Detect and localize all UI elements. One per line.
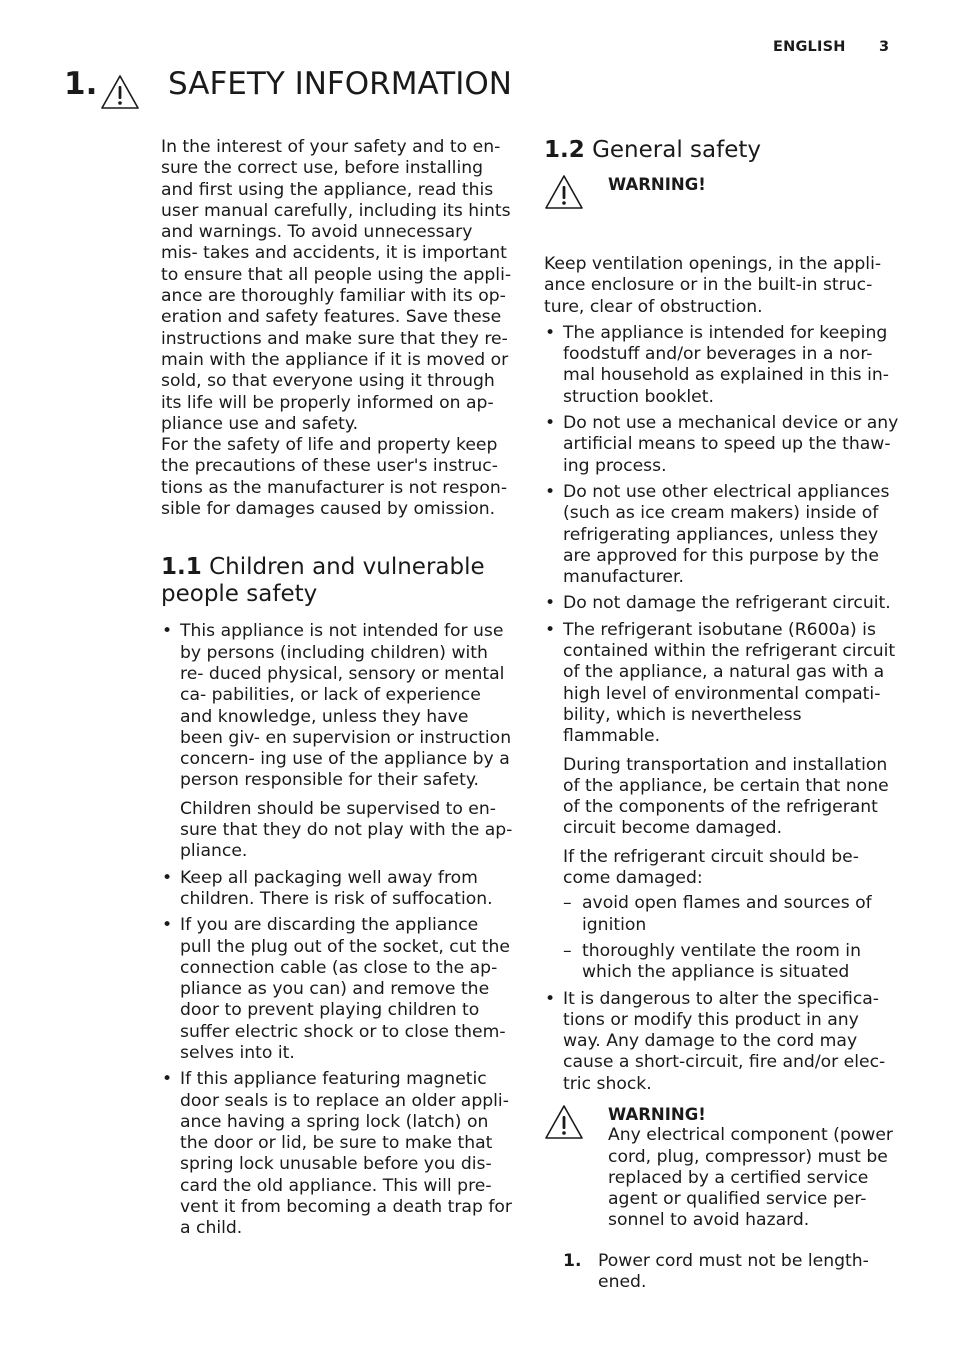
list-item-text: • It is dangerous to alter the specifica- tions or modify this product in any way. Any damage to the cord may cause a short-circuit, fire and/or elec- tric shock. <box>563 988 886 1094</box>
list-item-text: During transportation and installation of the appliance, be certain that none of the components of the refrigerant circuit become damaged. <box>563 754 889 839</box>
ventilation-text: Keep ventilation openings, in the appli- ance enclosure or in the built-in struc- ture, clear of obstruction. <box>544 254 882 317</box>
dash-list <box>563 893 900 983</box>
warning-title: WARNING! <box>608 175 706 194</box>
list-item <box>544 593 900 614</box>
section-number: 1.1 <box>161 554 202 581</box>
section-title: Children and vulnerable people safety <box>161 554 485 608</box>
list-item <box>161 915 513 1064</box>
list-item-text: If the refrigerant circuit should be- come damaged: <box>563 846 859 889</box>
item-number: 1. <box>563 1250 582 1271</box>
list-item-text: • Do not damage the refrigerant circuit. <box>563 593 891 614</box>
item-text: Power cord must not be length- ened. <box>598 1250 869 1293</box>
warning-title: WARNING! <box>608 1104 706 1124</box>
section-title: General safety <box>592 137 761 163</box>
list-item-text: • Keep all packaging well away from children. There is risk of suffocation. <box>180 867 493 909</box>
list-item <box>544 620 900 984</box>
list-item-text: • Do not use a mechanical device or any artificial means to speed up the thaw- ing process. <box>563 413 899 476</box>
warning-box <box>544 174 900 234</box>
list-item-text: • Do not use other electrical appliances (such as ice cream makers) inside of refrigerating appliances, unless they are approved for this purpose by the manufacturer. <box>563 481 890 588</box>
warning-triangle-icon <box>544 1104 584 1140</box>
general-safety-list <box>544 323 900 1095</box>
warning-box <box>544 1104 900 1232</box>
intro-text <box>161 137 513 520</box>
intro-paragraph: For the safety of life and property keep the precautions of these user's instruc- tions as the manufacturer is not respon- sible for damages caused by omission. <box>161 435 508 520</box>
section-heading-general <box>544 137 900 164</box>
warning-triangle-icon <box>544 174 584 210</box>
warning-triangle-icon <box>100 74 140 110</box>
list-item <box>544 482 900 588</box>
numbered-item <box>544 1251 900 1294</box>
list-item-text: • The refrigerant isobutane (R600a) is contained within the refrigerant circuit of the appliance, a natural gas with a high level of environmental compati- bility, which is nevertheless flammable. <box>563 619 896 747</box>
list-item <box>544 413 900 477</box>
chapter-title: SAFETY INFORMATION <box>168 66 512 102</box>
page-number: 3 <box>879 39 890 55</box>
chapter-number: 1. <box>64 66 98 102</box>
section-heading-children <box>161 554 513 608</box>
list-item-text: • If you are discarding the appliance pull the plug out of the socket, cut the connection cable (as close to the ap- pliance as you can) and remove the door to prevent playing children to suffer electric shock or to close them- selves into it. <box>180 915 511 1063</box>
left-column <box>161 137 513 1245</box>
dash-item: – thoroughly ventilate the room in which the appliance is situated <box>563 941 900 984</box>
list-item <box>161 1069 513 1239</box>
numbered-list <box>544 1251 900 1294</box>
intro-paragraph: In the interest of your safety and to en- sure the correct use, before installing and first using the appliance, read this user manual carefully, including its hints and warnings. To avoid unnecessary mis- takes and accidents, it is important to ensure that all people using the appli- ance are thoroughly familiar with its op- eration and safety features. Save these instructions and make sure that they re- main with the appliance if it is moved or sold, so that everyone using it through its life will be properly informed on ap- pliance use and safety. <box>161 137 512 434</box>
list-item <box>161 868 513 911</box>
list-item <box>544 323 900 408</box>
header-language: ENGLISH <box>773 39 846 55</box>
list-item-text: • If this appliance featuring magnetic door seals is to replace an older appli- ance having a spring lock (latch) on the door or lid, be sure to make that spring lock unusable before you dis- card the old appliance. This will pre- vent it from becoming a death trap for a child. <box>180 1069 512 1239</box>
list-item <box>544 989 900 1095</box>
section-number: 1.2 <box>544 137 585 163</box>
children-safety-list <box>161 621 513 1239</box>
warning-text: Any electrical component (power cord, plug, compressor) must be replaced by a certified service agent or qualified service per- sonnel to avoid hazard. <box>608 1125 893 1231</box>
list-item-text: • This appliance is not intended for use by persons (including children) with re- duced physical, sensory or mental ca- pabilities, or lack of experience and knowledge, unless they have been giv- en supervision or instruction concern- ing use of the appliance by a person responsible for their safety. <box>180 621 512 791</box>
right-column <box>544 137 900 1293</box>
dash-item: – avoid open flames and sources of ignition <box>563 893 900 936</box>
list-item-text: Children should be supervised to en- sure that they do not play with the ap- pliance. <box>180 798 513 862</box>
list-item <box>161 621 513 862</box>
list-item-text: • The appliance is intended for keeping foodstuff and/or beverages in a nor- mal household as explained in this in- struction booklet. <box>563 322 889 407</box>
